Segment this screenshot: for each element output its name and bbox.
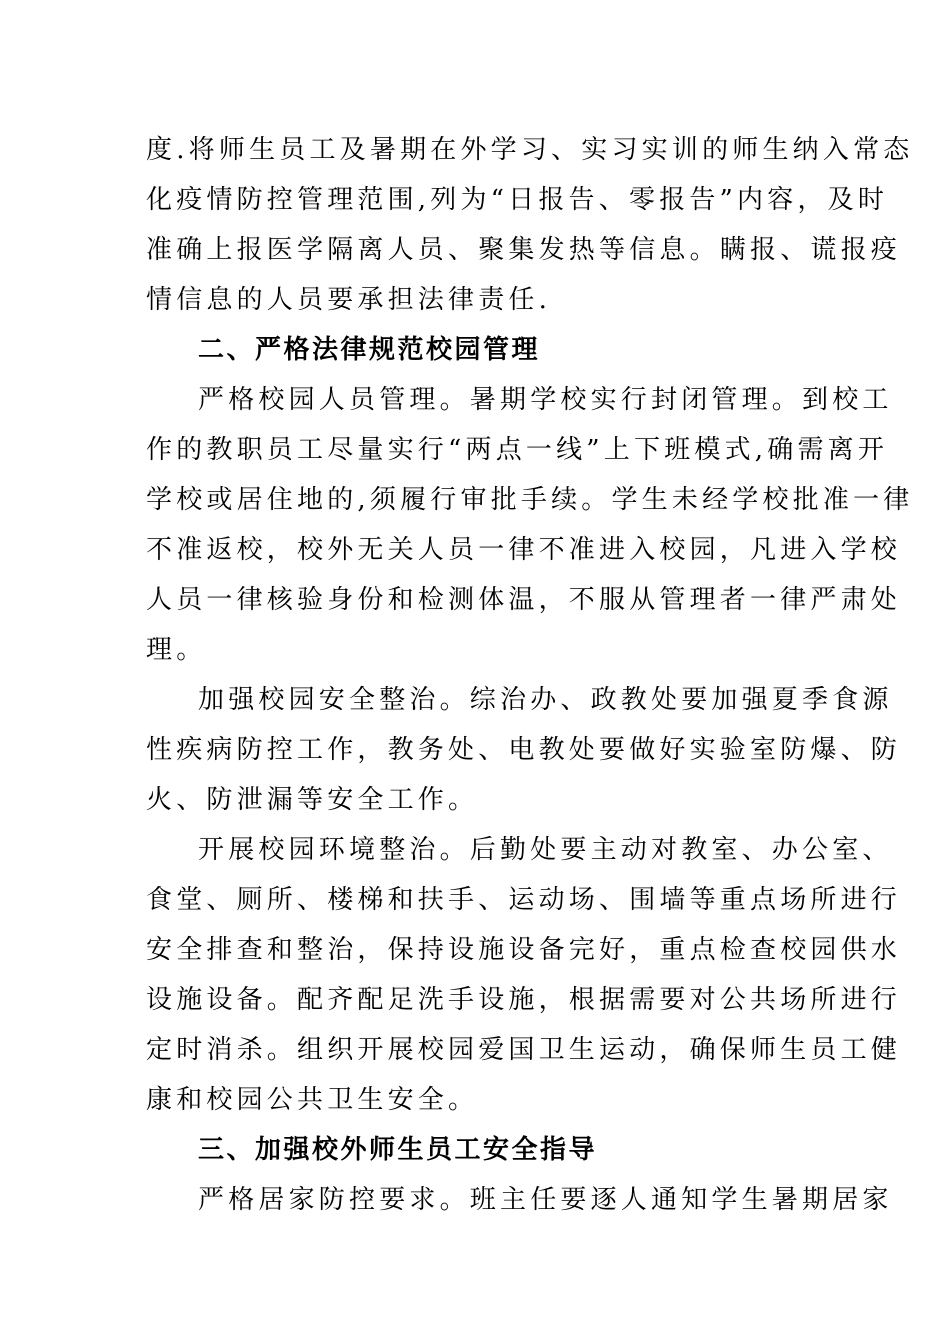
- body-text-line: 不准返校，校外无关人员一律不准进入校园，凡进入学校: [146, 535, 902, 565]
- body-text-line: 人员一律核验身份和检测体温，不服从管理者一律严肃处: [146, 585, 902, 615]
- body-text-line: 学校或居住地的,须履行审批手续。学生未经学校批准一律: [146, 485, 914, 515]
- section-heading-2: 二、严格法律规范校园管理: [198, 335, 541, 365]
- body-text-line: 性疾病防控工作，教务处、电教处要做好实验室防爆、防: [146, 735, 902, 765]
- body-text-line: 严格校园人员管理。暑期学校实行封闭管理。到校工: [198, 385, 893, 415]
- body-text-line: 定时消杀。组织开展校园爱国卫生运动，确保师生员工健: [146, 1035, 902, 1065]
- body-text-line: 康和校园公共卫生安全。: [146, 1085, 479, 1115]
- body-text-line: 作的教职员工尽量实行“两点一线”上下班模式,确需离开: [146, 435, 889, 465]
- body-text-line: 化疫情防控管理范围,列为“日报告、零报告”内容，及时: [146, 185, 889, 215]
- body-text-line: 加强校园安全整治。综治办、政教处要加强夏季食源: [198, 685, 893, 715]
- body-text-line: 开展校园环境整治。后勤处要主动对教室、办公室、: [198, 835, 893, 865]
- section-heading-3: 三、加强校外师生员工安全指导: [198, 1135, 598, 1165]
- body-text-line: 火、防泄漏等安全工作。: [146, 785, 479, 815]
- body-text-line: 食堂、厕所、楼梯和扶手、运动场、围墙等重点场所进行: [146, 885, 902, 915]
- body-text-line: 度.将师生员工及暑期在外学习、实习实训的师生纳入常态: [146, 135, 914, 165]
- body-text-line: 安全排查和整治，保持设施设备完好，重点检查校园供水: [146, 935, 902, 965]
- body-text-line: 情信息的人员要承担法律责任.: [146, 285, 552, 315]
- body-text-line: 设施设备。配齐配足洗手设施，根据需要对公共场所进行: [146, 985, 902, 1015]
- body-text-line: 准确上报医学隔离人员、聚集发热等信息。瞒报、谎报疫: [146, 235, 902, 265]
- body-text-line: 严格居家防控要求。班主任要逐人通知学生暑期居家: [198, 1185, 893, 1215]
- body-text-line: 理。: [146, 635, 207, 665]
